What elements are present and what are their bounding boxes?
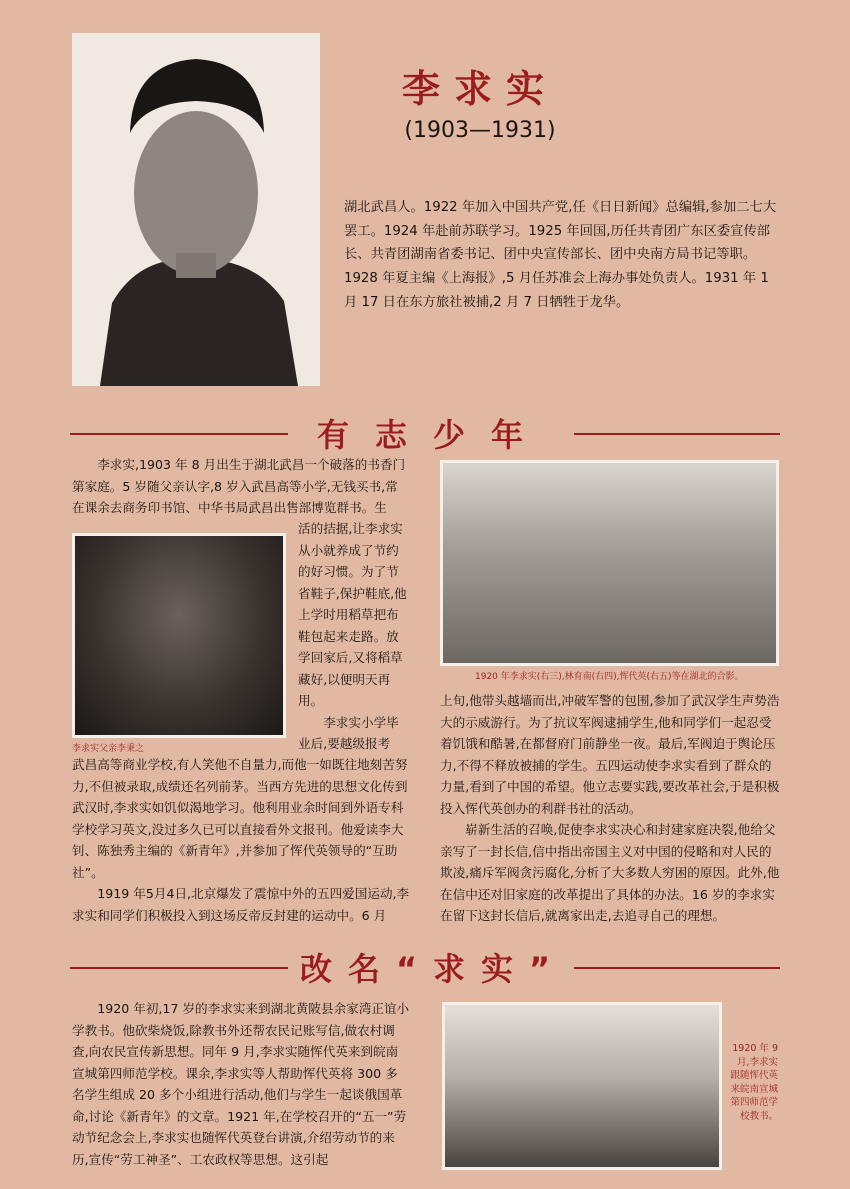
portrait-image [72, 33, 320, 386]
section1-bottom-text [72, 754, 410, 926]
section1-right-para1: 上旬,他带头越墙而出,冲破军警的包围,参加了武汉学生声势浩大的示威游行。为了抗议军阀逮捕学生,他和同学们一起忍受着饥饿和酷暑,在都督府门前静坐一夜。最后,军阀迫于舆论压力,不得不释放被捕的学生。五四运动使李求实看到了群众的力量,看到了中国的希望。他立志要实践,要改革社会,于是积极投入恽代英创办的利群书社的活动。 [440, 693, 780, 816]
person-years: (1903—1931) [404, 118, 556, 143]
bio-paragraph: 湖北武昌人。1922 年加入中国共产党,任《日日新闻》总编辑,参加二七大罢工。1924 年赴前苏联学习。1925 年回国,历任共青团广东区委宣传部长、共青团湖南省委书记、团中央宣传部长、团中央南方局书记等职。1928 年夏主编《上海报》,5 月任苏准会上海办事处负责人。1931 年 1 月 17 日在东方旅社被捕,2 月 7 日牺牲于龙华。 [344, 200, 777, 310]
father-image [75, 536, 283, 735]
section1-rule-left [70, 433, 288, 435]
father-photo [72, 533, 286, 738]
bio-text [344, 196, 778, 315]
section1-heading: 有志少年 [316, 416, 549, 454]
person-name: 李求实 [401, 67, 558, 111]
school-image [445, 1005, 719, 1167]
section1-rule-right [574, 433, 780, 435]
section1-para1-side: 活的拮据,让李求实从小就养成了节约的好习惯。为了节省鞋子,保护鞋底,他上学时用稻草把布鞋包起来走路。放学回家后,又将稻草藏好,以便明天再用。 [298, 521, 407, 708]
section1-side-text [298, 518, 410, 755]
section1-para2-bottom: 武昌高等商业学校,有人笑他不自量力,而他一如既往地刻苦努力,不但被录取,成绩还名列前茅。当西方先进的思想文化传到武汉时,李求实如饥似渴地学习。他利用业余时间到外语专科学校学习英文,没过多久已可以直接看外文报刊。他爱读李大钊、陈独秀主编的《新青年》,并参加了恽代英领导的“互助社”。 [72, 757, 408, 880]
section1-para1-top-text: 李求实,1903 年 8 月出生于湖北武昌一个破落的书香门第家庭。5 岁随父亲认字,8 岁入武昌高等小学,无钱买书,常在课余去商务印书馆、中华书局武昌出售部博览群书。生 [72, 457, 406, 515]
section2-paragraph: 1920 年初,17 岁的李求实来到湖北黄陂县余家湾正谊小学教书。他砍柴烧饭,除教书外还帮农民记账写信,做农村调查,向农民宣传新思想。同年 9 月,李求实随恽代英来到皖南宣城第四师范学校。课余,李求实等人帮助恽代英将 300 多名学生组成 20 多个小组进行活动,他们与学生一起谈俄国革命,讨论《新青年》的文章。1921 年,在学校召开的“五一”劳动节纪念会上,李求实也随恽代英登台讲演,介绍劳动节的来历,宣传“劳工神圣”、工农政权等思想。这引起 [72, 1001, 410, 1167]
section1-right-text [440, 690, 780, 927]
section1-para1-top [72, 454, 410, 519]
section2-rule-left [70, 967, 288, 969]
group-caption: 1920 年李求实(右三),林育南(右四),恽代英(右五)等在湖北的合影。 [475, 672, 744, 682]
school-caption: 1920 年 9 月,李求实跟随恽代英来皖南宣城第四师范学校教书。 [730, 1043, 778, 1122]
group-photo [440, 460, 779, 666]
group-image [443, 463, 776, 663]
section2-text [72, 998, 410, 1170]
section2-heading: 改名“求实” [299, 950, 567, 988]
portrait-photo [72, 33, 320, 386]
section1-para2-side: 李求实小学毕业后,要越级报考 [298, 714, 399, 751]
section1-para3: 1919 年5月4日,北京爆发了震惊中外的五四爱国运动,李求实和同学们积极投入到这场反帝反封建的运动中。6 月 [72, 886, 410, 923]
section1-right-para2: 崭新生活的召唤,促使李求实决心和封建家庭决裂,他给父亲写了一封长信,信中指出帝国主义对中国的侵略和对人民的欺凌,痛斥军阀贪污腐化,分析了大多数人穷困的原因。此外,他在信中还对旧家庭的改革提出了具体的办法。16 岁的李求实在留下这封长信后,就离家出走,去追寻自己的理想。 [440, 822, 780, 923]
father-caption: 李求实父亲李秉之 [72, 744, 145, 754]
section2-rule-right [574, 967, 780, 969]
school-photo [442, 1002, 722, 1170]
